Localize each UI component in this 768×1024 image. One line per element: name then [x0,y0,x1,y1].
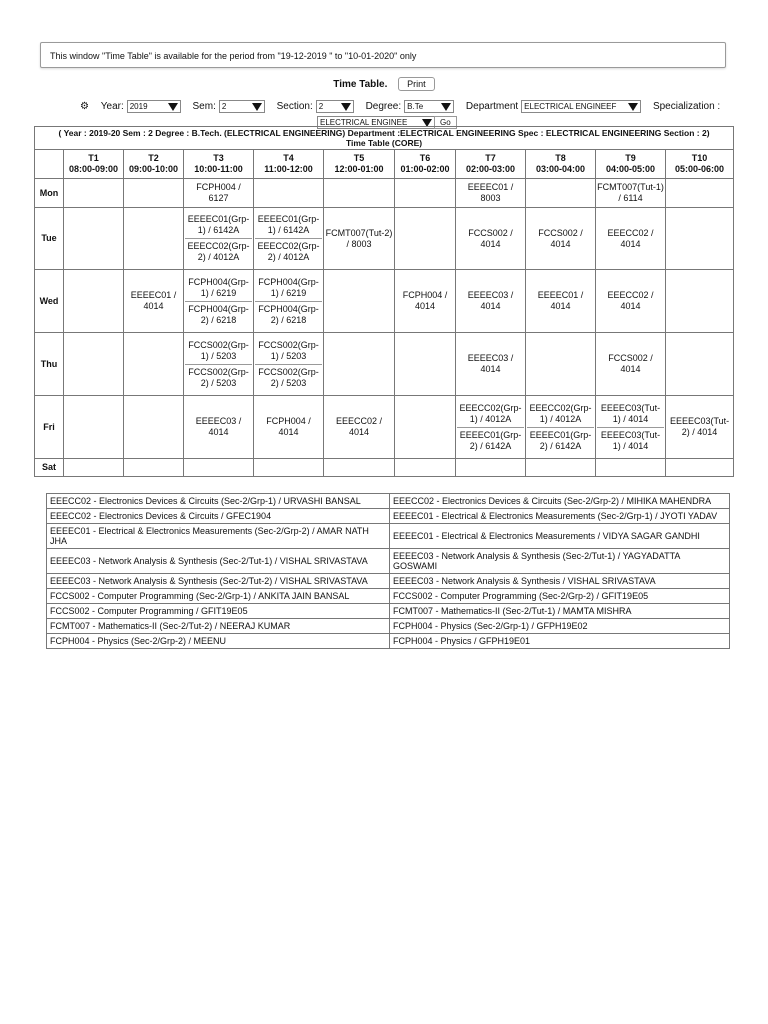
class-entry: FCPH004(Grp-2) / 6218 [255,301,322,328]
timetable-header [0,77,768,91]
class-entry: FCCS002(Grp-1) / 5203 [258,339,319,361]
chevron-down-icon [441,103,451,111]
slot-header-t9 [596,150,666,179]
timetable-info: ( Year : 2019-20 Sem : 2 Degree : B.Tech. (ELECTRICAL ENGINEERING) Department :ELECTRICAL ENGINEERING Spec : ELECTRICAL ENGINEERING Section : 2) Time Table (CORE) [35,127,734,150]
day-row-mon [35,179,734,208]
timetable-cell [124,396,184,459]
timetable-cell [184,396,254,459]
class-entry: EEEEC01(Grp-2) / 6142A [457,427,524,454]
timetable-cell [184,270,254,333]
slot-time: 09:00-10:00 [128,164,179,174]
class-entry: EEEEC03 / 4014 [195,416,242,437]
class-entry: EEECC02(Grp-2) / 4012A [255,238,322,265]
day-row-thu [35,333,734,396]
slot-time: 01:00-02:00 [400,164,450,174]
chevron-down-icon [252,103,262,111]
timetable-cell [324,208,395,270]
class-entry: FCCS002(Grp-2) / 5203 [185,364,252,391]
legend-entry: EEEEC01 - Electrical & Electronics Measurements (Sec-2/Grp-2) / AMAR NATH JHA [47,524,390,549]
class-entry: FCPH004 / 6127 [196,182,241,203]
timetable-cell [64,396,124,459]
class-entry: EEEEC03 / 4014 [467,353,514,374]
class-entry: EEEEC03(Tut-1) / 4014 [597,427,664,454]
class-entry: FCCS002 / 4014 [608,353,653,374]
timetable-cell [184,208,254,270]
legend-row [47,589,730,604]
timetable-cell [324,179,395,208]
timetable-cell [456,270,526,333]
slot-header-t4 [254,150,324,179]
timetable-cell [324,333,395,396]
year-select[interactable]: 2019 [127,100,181,113]
sem-label: Sem: [192,101,216,113]
timetable-cell [666,459,734,477]
class-entry: EEEEC01 / 8003 [467,182,514,203]
legend-entry: EEECC02 - Electronics Devices & Circuits / GFEC1904 [47,509,390,524]
slot-code: T2 [148,153,159,163]
print-button[interactable]: Print [398,77,435,91]
timetable-cell [456,459,526,477]
slot-header-t6 [395,150,456,179]
timetable-cell [324,270,395,333]
legend-entry: EEEEC03 - Network Analysis & Synthesis (Sec-2/Tut-1) / YAGYADATTA GOSWAMI [390,549,730,574]
class-entry: EEECC02(Grp-2) / 4012A [185,238,252,265]
slot-header-t2 [124,150,184,179]
slot-header-t7 [456,150,526,179]
legend-entry: FCPH004 - Physics (Sec-2/Grp-1) / GFPH19E02 [390,619,730,634]
year-label: Year: [100,101,124,113]
legend-row [47,619,730,634]
section-select[interactable]: 2 [316,100,354,113]
class-entry: FCCS002(Grp-2) / 5203 [255,364,322,391]
timetable-cell [596,179,666,208]
slot-time: 10:00-11:00 [194,164,243,174]
department-label: Department [465,101,519,113]
sem-select[interactable]: 2 [219,100,265,113]
slot-code: T9 [625,153,636,163]
legend-entry: FCCS002 - Computer Programming / GFIT19E05 [47,604,390,619]
slot-code: T1 [88,153,99,163]
filter-bar [80,100,730,113]
legend-row [47,524,730,549]
timetable-cell [395,179,456,208]
legend-entry: FCPH004 - Physics / GFPH19E01 [390,634,730,649]
chevron-down-icon [341,103,351,111]
timetable-cell [254,208,324,270]
legend-entry: FCCS002 - Computer Programming (Sec-2/Grp-2) / GFIT19E05 [390,589,730,604]
timetable-cell [526,179,596,208]
class-entry: EEECC02 / 4014 [607,290,654,311]
class-entry: EEECC02(Grp-1) / 4012A [459,402,522,424]
timetable-cell [526,208,596,270]
class-entry: EEEEC01(Grp-1) / 6142A [257,214,320,235]
slot-time: 05:00-06:00 [675,164,725,174]
legend-row [47,634,730,649]
class-entry: FCCS002(Grp-1) / 5203 [188,339,249,361]
timetable-cell [596,333,666,396]
timetable-cell [184,179,254,208]
timetable-cell [596,208,666,270]
timetable-cell [324,396,395,459]
legend-row [47,509,730,524]
timetable-cell [184,333,254,396]
timetable-cell [184,459,254,477]
slot-code: T10 [691,153,708,163]
timetable-cell [254,396,324,459]
timetable-cell [254,179,324,208]
class-entry: EEEEC03 / 4014 [467,290,514,311]
legend-entry: EEEEC03 - Network Analysis & Synthesis (Sec-2/Tut-2) / VISHAL SRIVASTAVA [47,574,390,589]
timetable-cell [666,396,734,459]
timetable-cell [526,270,596,333]
slot-time: 04:00-05:00 [605,164,656,174]
timetable-cell [526,333,596,396]
timetable-cell [64,333,124,396]
specialization-label: Specialization : [652,101,721,113]
timetable-cell [666,179,734,208]
class-entry: EEEEC01 / 4014 [537,290,584,311]
timetable-cell [456,333,526,396]
class-entry: FCCS002 / 4014 [538,227,583,249]
timetable-cell [395,396,456,459]
degree-select[interactable]: B.Te [404,100,454,113]
slot-time: 03:00-04:00 [535,164,586,174]
slot-header-t5 [324,150,395,179]
legend-row [47,549,730,574]
timetable-grid [34,126,734,477]
legend-entry: EEEEC03 - Network Analysis & Synthesis / VISHAL SRIVASTAVA [390,574,730,589]
slot-code: T3 [213,153,224,163]
legend-entry: EEEEC01 - Electrical & Electronics Measurements / VIDYA SAGAR GANDHI [390,524,730,549]
legend-entry: FCMT007 - Mathematics-II (Sec-2/Tut-2) / NEERAJ KUMAR [47,619,390,634]
chevron-down-icon [628,103,638,111]
timetable-cell [526,459,596,477]
legend-row [47,604,730,619]
slot-time: 08:00-09:00 [68,164,119,174]
slot-header-t10 [666,150,734,179]
timetable-cell [456,396,526,459]
class-entry: FCPH004(Grp-1) / 6219 [258,276,319,298]
day-row-fri [35,396,734,459]
timetable-cell [254,333,324,396]
timetable-cell [64,179,124,208]
day-row-tue [35,208,734,270]
timetable-cell [596,270,666,333]
section-label: Section: [276,101,313,113]
day-label: Mon [35,179,64,208]
timetable-cell [666,208,734,270]
slot-code: T5 [353,153,365,163]
legend-entry: FCPH004 - Physics (Sec-2/Grp-2) / MEENU [47,634,390,649]
timetable-cell [526,396,596,459]
faculty-legend [46,493,730,649]
legend-entry: EEECC02 - Electronics Devices & Circuits (Sec-2/Grp-1) / URVASHI BANSAL [47,494,390,509]
timetable-cell [395,459,456,477]
class-entry: FCPH004 / 4014 [266,416,311,437]
slot-code: T6 [419,153,431,163]
class-entry: FCPH004 / 4014 [402,290,448,311]
page-title: Time Table. [333,79,388,90]
class-entry: FCMT007(Tut-2) / 8003 [325,227,393,249]
slot-header-t8 [526,150,596,179]
slot-header-t3 [184,150,254,179]
day-row-wed [35,270,734,333]
day-column-header [35,150,64,179]
legend-entry: EEECC02 - Electronics Devices & Circuits (Sec-2/Grp-2) / MIHIKA MAHENDRA [390,494,730,509]
class-entry: FCPH004(Grp-2) / 6218 [185,301,252,328]
timetable-cell [666,333,734,396]
day-label: Tue [35,208,64,270]
chevron-down-icon [168,103,178,111]
class-entry: EEEEC01(Grp-2) / 6142A [527,427,594,454]
timetable-cell [64,459,124,477]
go-button[interactable]: Go [434,116,457,129]
class-entry: FCCS002 / 4014 [468,227,513,249]
timetable-cell [124,208,184,270]
class-entry: EEEEC01(Grp-1) / 6142A [187,214,250,235]
timetable-cell [64,270,124,333]
timetable-cell [324,459,395,477]
day-label: Thu [35,333,64,396]
timetable-cell [124,333,184,396]
legend-entry: FCMT007 - Mathematics-II (Sec-2/Tut-1) / MAMTA MISHRA [390,604,730,619]
timetable-cell [596,396,666,459]
class-entry: EEECC02(Grp-1) / 4012A [529,402,592,424]
slot-time: 02:00-03:00 [465,164,516,174]
legend-row [47,574,730,589]
legend-entry: EEEEC03 - Network Analysis & Synthesis (Sec-2/Tut-1) / VISHAL SRIVASTAVA [47,549,390,574]
slot-time: 11:00-12:00 [264,164,313,174]
class-entry: EEECC02 / 4014 [335,416,383,437]
slot-code: T8 [555,153,566,163]
timetable-cell [456,208,526,270]
day-label: Wed [35,270,64,333]
class-entry: FCPH004(Grp-1) / 6219 [188,276,249,298]
class-entry: EEEEC03(Tut-2) / 4014 [669,416,730,437]
timetable-cell [395,208,456,270]
class-entry: EEEEC01 / 4014 [130,290,177,311]
timetable-cell [666,270,734,333]
slot-time: 12:00-01:00 [334,164,384,174]
legend-entry: EEEEC01 - Electrical & Electronics Measurements (Sec-2/Grp-1) / JYOTI YADAV [390,509,730,524]
slot-code: T7 [485,153,496,163]
timetable-cell [124,270,184,333]
timetable-cell [456,179,526,208]
degree-label: Degree: [365,101,402,113]
department-select[interactable]: ELECTRICAL ENGINEEF [521,100,641,113]
class-entry: EEECC02 / 4014 [607,227,654,249]
legend-entry: FCCS002 - Computer Programming (Sec-2/Grp-1) / ANKITA JAIN BANSAL [47,589,390,604]
specialization-select[interactable]: ELECTRICAL ENGINEE [317,116,435,129]
slot-code: T4 [283,153,294,163]
timetable-cell [124,179,184,208]
slot-header-t1 [64,150,124,179]
timetable-cell [64,208,124,270]
day-label: Fri [35,396,64,459]
timetable-cell [254,270,324,333]
class-entry: EEEEC03(Tut-1) / 4014 [600,402,661,424]
timetable-cell [596,459,666,477]
day-label: Sat [35,459,64,477]
legend-row [47,494,730,509]
timetable-cell [254,459,324,477]
day-row-sat [35,459,734,477]
class-entry: FCMT007(Tut-1) / 6114 [597,182,664,203]
availability-notice: This window "Time Table" is available for the period from "19-12-2019 " to "10-01-2020" only [40,42,726,68]
settings-icon[interactable]: ⚙ [80,101,89,113]
timetable-cell [395,333,456,396]
timetable-cell [124,459,184,477]
timetable-cell [395,270,456,333]
